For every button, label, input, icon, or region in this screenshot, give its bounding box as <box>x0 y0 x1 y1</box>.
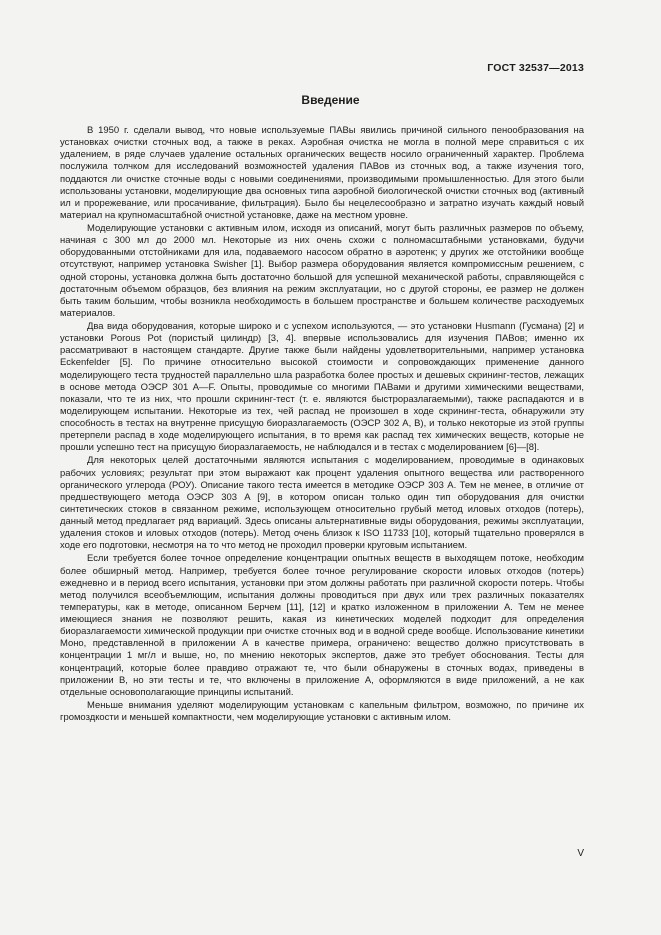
paragraph: Если требуется более точное определение концентрации опытных веществ в выходящем потоке, необходим более обширный метод. Например, требуется более точное регулирование скорости иловых отходов (потерь) ежедневно и в период всего испытания, установки при этом должны работать при различной скорости потерь. Чтобы метод получился всеобъемлющим, испытания должны проводиться при двух или трех различных показателях температуры, как в методе, описанном Берчем [11], [12] и кратко изложенном в приложении A. Тем не менее имеющиеся знания не позволяют решить, какая из кинетических моделей подходит для определения биоразлагаемости химической продукции при очистке сточных вод и в водной среде вообще. Использование кинетики Моно, представленной в приложении A в качестве примера, ограничено: вещество должно присутствовать в концентрации 1 мг/л и выше, но, по мнению некоторых экспертов, даже это требует обоснования. Тесты для концентраций, которые более правдиво отражают те, что были обнаружены в сточных водах, приведены в приложении B, но эти тесты и те, что включены в приложение A, оформляются в виде приложений, а не как отдельные основополагающие принципы испытаний. <box>60 553 584 698</box>
paragraph: Моделирующие установки с активным илом, исходя из описаний, могут быть различных размеров по объему, начиная с 300 мл до 2000 мл. Некоторые из них очень схожи с полномасштабными установками, будучи оборудованными отстойниками для ила, подаваемого насосом обратно в аэротенк; у других же отстойники вообще отсутствуют, например установка Swisher [1]. Выбор размера оборудования является компромиссным решением, с одной стороны, установка должна быть достаточно большой для успешной механической работы, справляющейся с достаточным объемом образцов, без влияния на режим эксплуатации, но с другой стороны, ее размер не должен быть таким большим, чтобы возникла необходимость в большем пространстве и большем количестве расходуемых материалов. <box>60 223 584 319</box>
paragraph: Два вида оборудования, которые широко и с успехом используются, — это установки Husmann (Гусмана) [2] и установки Porous Pot (пористый цилиндр) [3, 4]. впервые использовались для изучения ПАВов; именно их рассматривают в настоящем стандарте. Другие также были найдены удовлетворительными, например установка Eckenfelder [5]. По причине относительно высокой стоимости и сопровождающих применение данного моделирующего теста трудностей параллельно шла разработка более простых и дешевых скрининг-тестов, лежащих в основе метода ОЭСР 301 A—F. Опыты, проводимые со многими ПАВами и другими химическими веществами, показали, что те из них, что прошли скрининг-тест (т. е. являются быстроразлагаемыми), также распадаются и в моделирующем испытании. Некоторые из тех, чей распад не произошел в ходе скрининг-теста, обнаружили эту способность в тестах на внутренне присущую биоразлагаемость (ОЭСР 302 A, B), и только некоторые из этой группы претерпели распад в ходе моделирующего испытания, в то время как распад тех химических веществ, которые не прошли успешно тест на присущую биоразлагаемость, не наблюдался и в тестах с моделированием [6]—[8]. <box>60 321 584 454</box>
section-title: Введение <box>301 93 360 107</box>
paragraph: В 1950 г. сделали вывод, что новые используемые ПАВы явились причиной сильного пенообразования на установках очистки сточных вод, а также в реках. Аэробная очистка не могла в полной мере справиться с их удалением, в ряде случаев удаление остальных органических веществ носило ограниченный характер. Проблема послужила толчком для исследований возможностей удаления ПАВов из сточных вод, а также изучения того, поддаются ли очистке сточные воды с новыми соединениями, производимыми промышленностью. Для этого были использованы установки, моделирующие два основных типа аэробной биологической очистки сточных вод (активный ил и прорежевание, или просачивание, фильтрация). Было бы нецелесообразно и затратно изучать каждый новый материал на крупномасштабной очистной установке, даже на местном уровне. <box>60 125 584 221</box>
body-text <box>60 125 584 724</box>
paragraph: Для некоторых целей достаточными являются испытания с моделированием, проводимые в одинаковых рабочих условиях; результат при этом выражают как процент удаления опытного вещества или растворенного органического углерода (РОУ). Описание такого теста имеется в методике ОЭСР 303 A. Тем не менее, в отличие от предшествующего метода ОЭСР 303 A [9], в котором описан только один тип оборудования для очистки синтетических стоков в связанном режиме, использующем относительно грубый метод иловых отходов (потерь), данный метод предлагает ряд вариаций. Здесь описаны альтернативные виды оборудования, режимы эксплуатации, удаления стоков и иловых отходов (потерь). Метод очень близок к ISO 11733 [10], который тщательно проверялся в ходе его подготовки, несмотря на то что метод не проходил проверки круговым испытанием. <box>60 455 584 552</box>
document-id: ГОСТ 32537—2013 <box>487 62 584 74</box>
paragraph: Меньше внимания уделяют моделирующим установкам с капельным фильтром, возможно, по причине их громоздкости и меньшей компактности, чем моделирующие установки с активным илом. <box>60 699 584 723</box>
page-number: V <box>577 848 584 859</box>
